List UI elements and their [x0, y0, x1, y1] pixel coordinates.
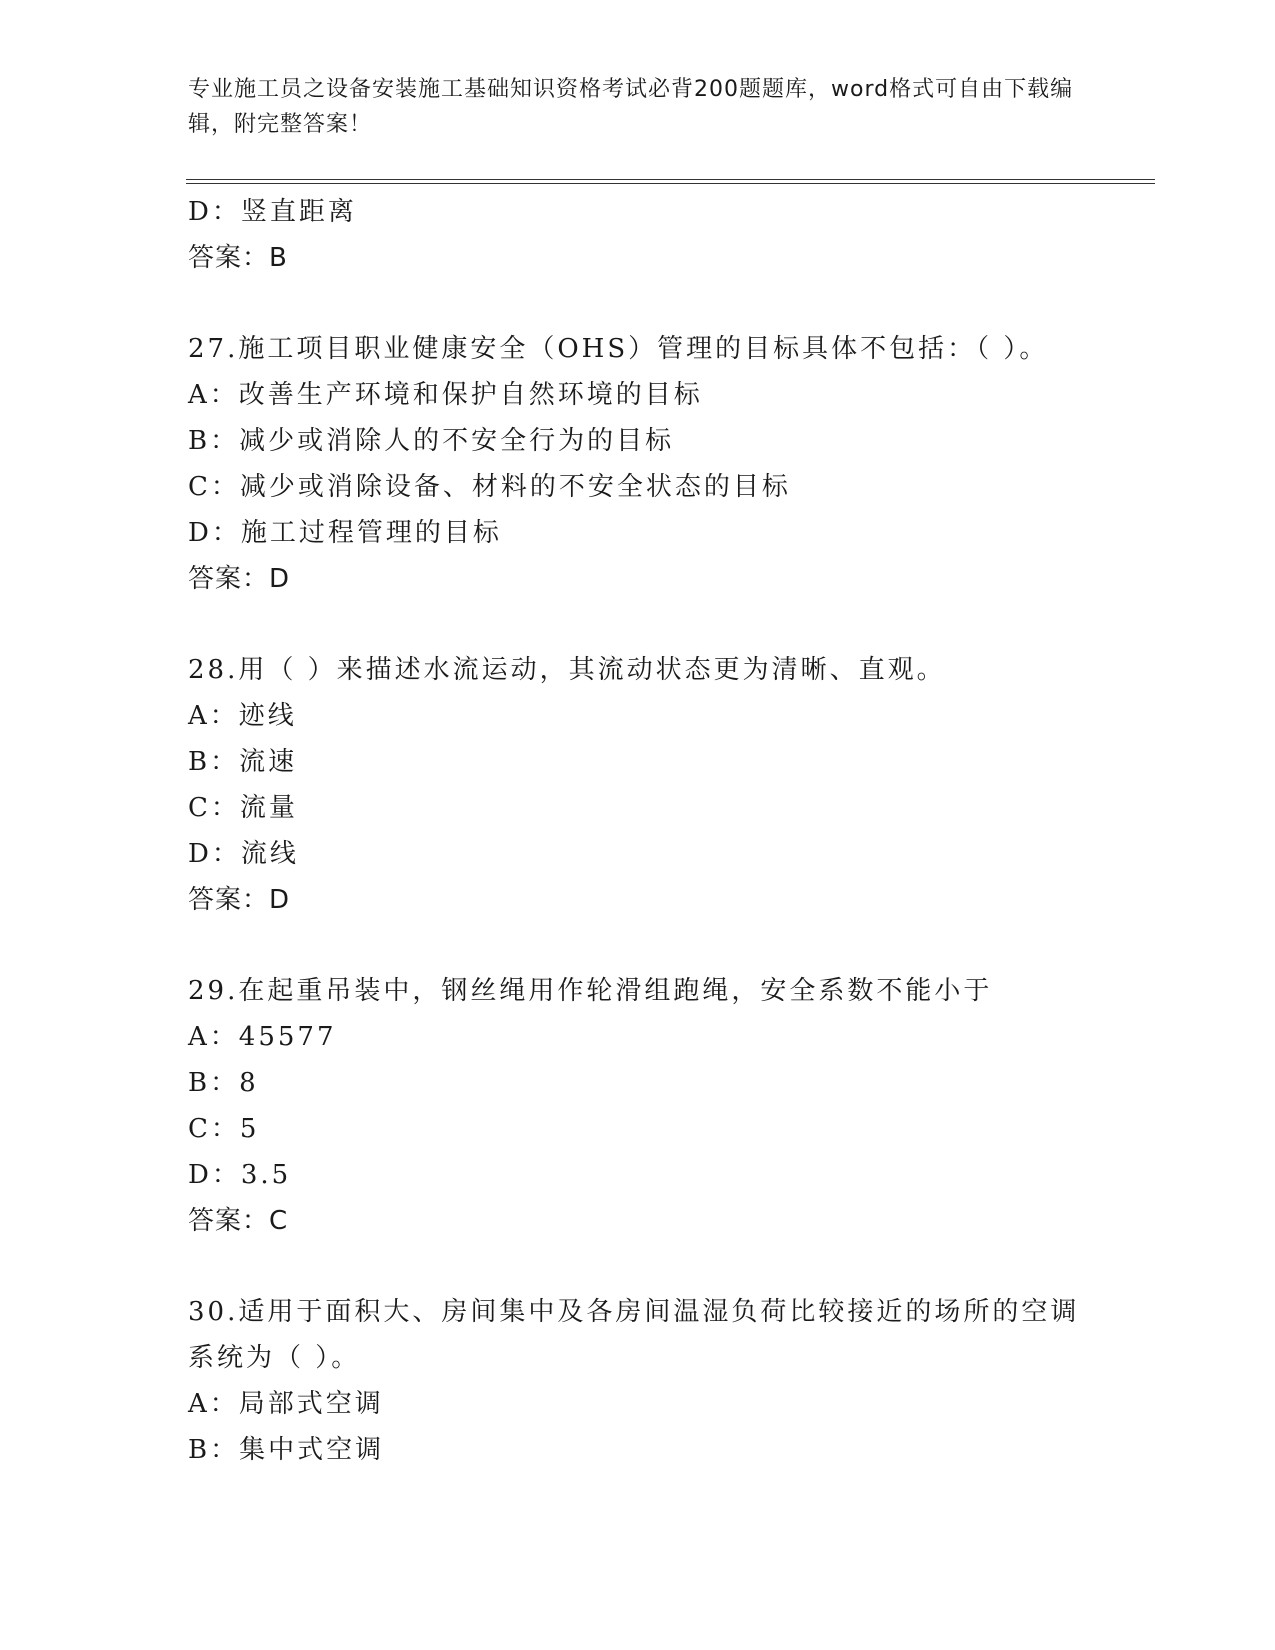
question-stem: 29.在起重吊装中，钢丝绳用作轮滑组跑绳，安全系数不能小于	[188, 976, 993, 1006]
option-a: A：局部式空调	[188, 1389, 384, 1419]
option-a: A：迹线	[188, 701, 297, 731]
spacer	[188, 602, 1148, 647]
header-divider-top	[186, 179, 1155, 180]
question-stem: 30.适用于面积大、房间集中及各房间温湿负荷比较接近的场所的空调系统为（ ）。	[188, 1297, 1080, 1373]
question-27	[188, 326, 1148, 602]
question-list	[188, 189, 1148, 1473]
option-b: B：集中式空调	[188, 1435, 385, 1465]
question-29	[188, 968, 1148, 1244]
option-c: C：减少或消除设备、材料的不安全状态的目标	[188, 472, 791, 502]
question-28	[188, 647, 1148, 923]
option-b: B：流速	[188, 747, 298, 777]
document-header: 专业施工员之设备安装施工基础知识资格考试必背200题题库，word格式可自由下载编辑，附完整答案！	[188, 77, 1074, 137]
spacer	[188, 1244, 1148, 1289]
answer-line: 答案：B	[188, 243, 288, 273]
question-stem: 28.用（ ）来描述水流运动，其流动状态更为清晰、直观。	[188, 655, 946, 685]
option-b: B：8	[188, 1068, 259, 1098]
option-d: D：3.5	[188, 1160, 292, 1190]
spacer	[188, 281, 1148, 326]
answer-line: 答案：C	[188, 1206, 289, 1236]
question-stem: 27.施工项目职业健康安全（OHS）管理的目标具体不包括：（ ）。	[188, 334, 1049, 364]
question-30	[188, 1289, 1148, 1473]
option-d: D：竖直距离	[188, 197, 357, 227]
header-divider-bottom	[186, 183, 1155, 184]
option-c: C：5	[188, 1114, 260, 1144]
option-d: D：施工过程管理的目标	[188, 518, 502, 548]
option-a: A：改善生产环境和保护自然环境的目标	[188, 380, 703, 410]
option-d: D：流线	[188, 839, 299, 869]
option-c: C：流量	[188, 793, 298, 823]
option-b: B：减少或消除人的不安全行为的目标	[188, 426, 675, 456]
option-a: A：45577	[188, 1022, 337, 1052]
spacer	[188, 923, 1148, 968]
answer-line: 答案：D	[188, 885, 291, 915]
answer-line: 答案：D	[188, 564, 291, 594]
